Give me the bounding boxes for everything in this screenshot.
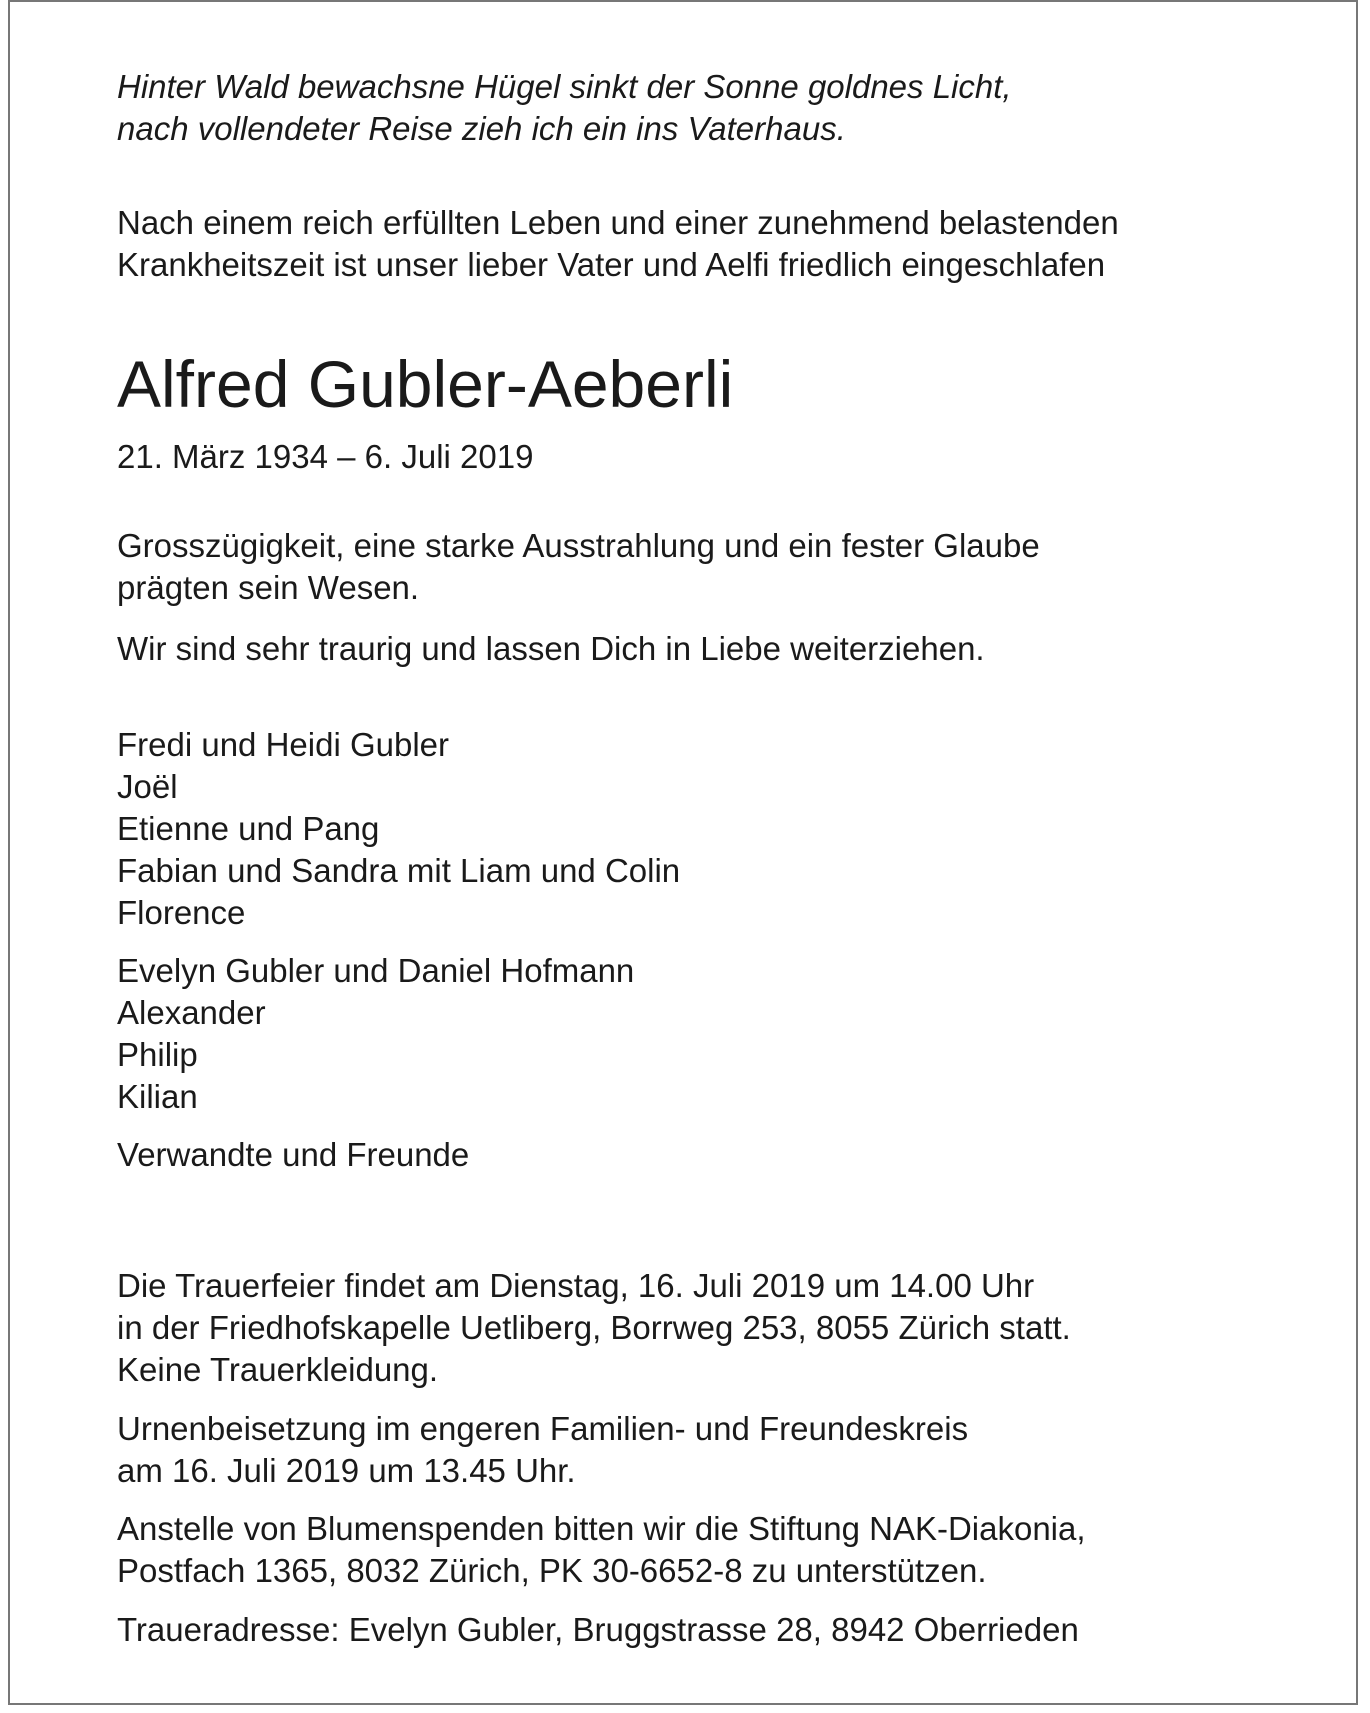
ceremony-line: Keine Trauerkleidung.	[117, 1351, 439, 1388]
donation-info	[117, 1508, 1086, 1592]
tribute-line: prägten sein Wesen.	[117, 569, 420, 606]
family-member: Kilian	[117, 1078, 198, 1115]
burial-line: am 16. Juli 2019 um 13.45 Uhr.	[117, 1452, 576, 1489]
intro-line: Nach einem reich erfüllten Leben und einer zunehmend belastenden	[117, 204, 1119, 241]
deceased-name: Alfred Gubler-Aeberli	[117, 347, 734, 421]
poem	[117, 66, 1012, 150]
tribute-text	[117, 525, 1040, 609]
family-member: Etienne und Pang	[117, 810, 380, 847]
family-member: Fabian und Sandra mit Liam und Colin	[117, 852, 681, 889]
ceremony-line: in der Friedhofskapelle Uetliberg, Borrweg 253, 8055 Zürich statt.	[117, 1309, 1071, 1346]
burial-info	[117, 1408, 968, 1492]
burial-line: Urnenbeisetzung im engeren Familien- und Freundeskreis	[117, 1410, 969, 1447]
intro-text	[117, 202, 1119, 286]
donation-line: Postfach 1365, 8032 Zürich, PK 30-6652-8 zu unterstützen.	[117, 1552, 987, 1589]
mourning-address: Traueradresse: Evelyn Gubler, Bruggstrasse 28, 8942 Oberrieden	[117, 1611, 1079, 1648]
farewell-text: Wir sind sehr traurig und lassen Dich in Liebe weiterziehen.	[117, 630, 985, 667]
family-group-2	[117, 950, 634, 1118]
ceremony-info	[117, 1265, 1071, 1391]
family-group-1	[117, 724, 680, 934]
life-dates: 21. März 1934 – 6. Juli 2019	[117, 438, 534, 475]
family-member: Florence	[117, 894, 246, 931]
ceremony-line: Die Trauerfeier findet am Dienstag, 16. Juli 2019 um 14.00 Uhr	[117, 1267, 1035, 1304]
tribute-line: Grosszügigkeit, eine starke Ausstrahlung und ein fester Glaube	[117, 527, 1040, 564]
intro-line: Krankheitszeit ist unser lieber Vater und Aelfi friedlich eingeschlafen	[117, 246, 1106, 283]
poem-line: nach vollendeter Reise zieh ich ein ins Vaterhaus.	[117, 110, 846, 147]
family-member: Fredi und Heidi Gubler	[117, 726, 449, 763]
relatives-text: Verwandte und Freunde	[117, 1136, 470, 1173]
donation-line: Anstelle von Blumenspenden bitten wir die Stiftung NAK-Diakonia,	[117, 1510, 1086, 1547]
poem-line: Hinter Wald bewachsne Hügel sinkt der Sonne goldnes Licht,	[117, 68, 1012, 105]
family-member: Philip	[117, 1036, 198, 1073]
family-member: Alexander	[117, 994, 266, 1031]
family-member: Evelyn Gubler und Daniel Hofmann	[117, 952, 635, 989]
family-member: Joël	[117, 768, 178, 805]
